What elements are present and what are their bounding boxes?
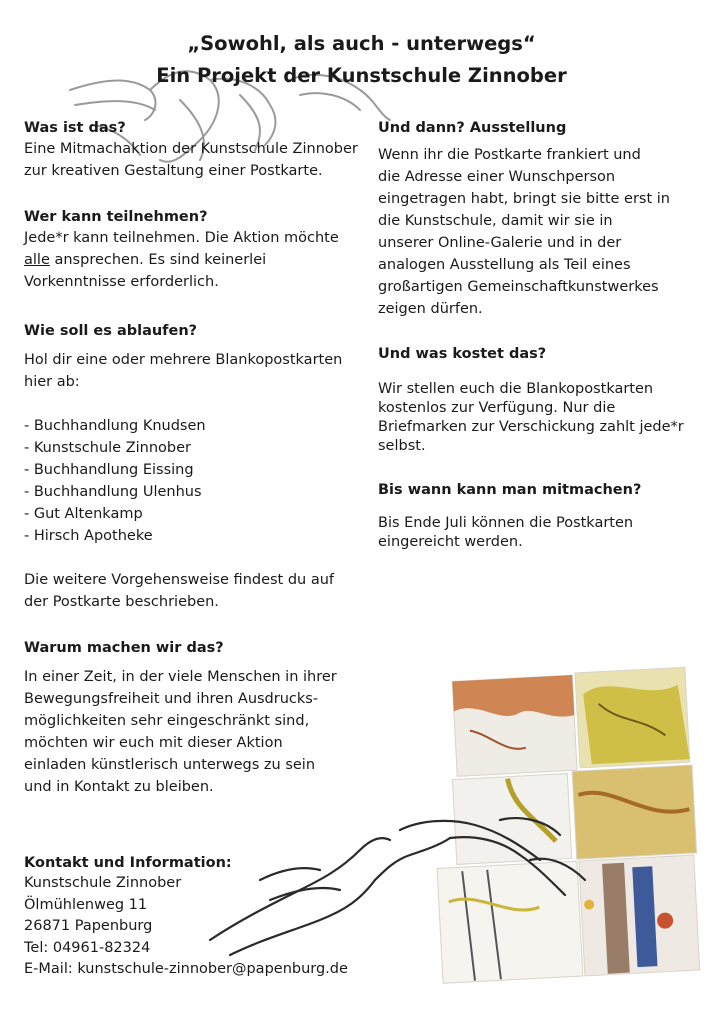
text-fragment: ansprechen. Es sind keinerlei bbox=[49, 252, 267, 268]
text-line: zeigen dürfen. bbox=[378, 301, 483, 317]
section-wer-kann bbox=[24, 207, 364, 293]
location-item: - Buchhandlung Ulenhus bbox=[24, 484, 202, 500]
text-line: eingetragen habt, bringt sie bitte erst in bbox=[378, 191, 670, 207]
text-line: Eine Mitmachaktion der Kunstschule Zinnober bbox=[24, 141, 358, 157]
location-item: - Kunstschule Zinnober bbox=[24, 440, 192, 456]
text-line: die Adresse einer Wunschperson bbox=[378, 169, 616, 185]
heading-wer-kann: Wer kann teilnehmen? bbox=[24, 209, 208, 225]
location-item: - Buchhandlung Eissing bbox=[24, 462, 194, 478]
heading-kontakt: Kontakt und Information: bbox=[24, 855, 232, 871]
heading-ausstellung: Und dann? Ausstellung bbox=[378, 120, 567, 136]
text-line: Wir stellen euch die Blankopostkarten bbox=[378, 381, 654, 397]
location-item: - Buchhandlung Knudsen bbox=[24, 418, 206, 434]
text-line: Bis Ende Juli können die Postkarten bbox=[378, 515, 634, 531]
contact-city: 26871 Papenburg bbox=[24, 918, 153, 934]
text-line: analogen Ausstellung als Teil eines bbox=[378, 257, 631, 273]
text-line: selbst. bbox=[378, 438, 426, 454]
contact-name: Kunstschule Zinnober bbox=[24, 875, 182, 891]
location-list bbox=[24, 415, 364, 547]
text-line: Bewegungsfreiheit und ihren Ausdrucks- bbox=[24, 691, 319, 707]
heading-ablauf: Wie soll es ablaufen? bbox=[24, 323, 198, 339]
text-line: Die weitere Vorgehensweise findest du auf bbox=[24, 572, 335, 588]
text-line: Jede*r kann teilnehmen. Die Aktion möchte bbox=[24, 230, 339, 246]
location-item: - Hirsch Apotheke bbox=[24, 528, 153, 544]
section-was-ist-das bbox=[24, 118, 364, 182]
heading-warum: Warum machen wir das? bbox=[24, 640, 224, 656]
section-kosten bbox=[378, 344, 708, 456]
section-kontakt bbox=[24, 853, 384, 981]
text-line: möglichkeiten sehr eingeschränkt sind, bbox=[24, 713, 310, 729]
text-line: kostenlos zur Verfügung. Nur die bbox=[378, 400, 616, 416]
heading-bis-wann: Bis wann kann man mitmachen? bbox=[378, 482, 642, 498]
text-line: In einer Zeit, in der viele Menschen in ihrer bbox=[24, 669, 337, 685]
text-line: Briefmarken zur Verschickung zahlt jede*r bbox=[378, 419, 684, 435]
contact-phone: Tel: 04961-82324 bbox=[24, 939, 151, 956]
text-line: Wenn ihr die Postkarte frankiert und bbox=[378, 147, 641, 163]
section-warum bbox=[24, 638, 364, 798]
text-line: unserer Online-Galerie und in der bbox=[378, 235, 622, 251]
text-line: die Kunstschule, damit wir sie in bbox=[378, 213, 613, 229]
text-line: der Postkarte beschrieben. bbox=[24, 594, 219, 610]
location-item: - Gut Altenkamp bbox=[24, 506, 143, 522]
section-ablauf bbox=[24, 321, 364, 613]
contact-street: Ölmühlenweg 11 bbox=[24, 896, 148, 913]
contact-email[interactable]: E-Mail: kunstschule-zinnober@papenburg.de bbox=[24, 961, 348, 977]
heading-was-ist-das: Was ist das? bbox=[24, 120, 126, 136]
title-line-2: Ein Projekt der Kunstschule Zinnober bbox=[156, 64, 567, 87]
section-bis-wann bbox=[378, 480, 708, 552]
text-line bbox=[24, 249, 364, 271]
text-line: hier ab: bbox=[24, 374, 80, 390]
section-ausstellung bbox=[378, 118, 708, 320]
underlined-word: alle bbox=[24, 252, 50, 268]
text-line: zur kreativen Gestaltung einer Postkarte. bbox=[24, 163, 323, 179]
text-line: Vorkenntnisse erforderlich. bbox=[24, 274, 219, 290]
title-line-1: „Sowohl, als auch - unterwegs“ bbox=[187, 32, 536, 55]
text-line: Hol dir eine oder mehrere Blankopostkarten bbox=[24, 352, 343, 368]
text-line: einladen künstlerisch unterwegs zu sein bbox=[24, 757, 316, 773]
text-line: eingereicht werden. bbox=[378, 534, 523, 550]
text-line: und in Kontakt zu bleiben. bbox=[24, 779, 214, 795]
heading-kosten: Und was kostet das? bbox=[378, 346, 547, 362]
text-line: großartigen Gemeinschaftkunstwerkes bbox=[378, 279, 659, 295]
text-line: möchten wir euch mit dieser Aktion bbox=[24, 735, 283, 751]
